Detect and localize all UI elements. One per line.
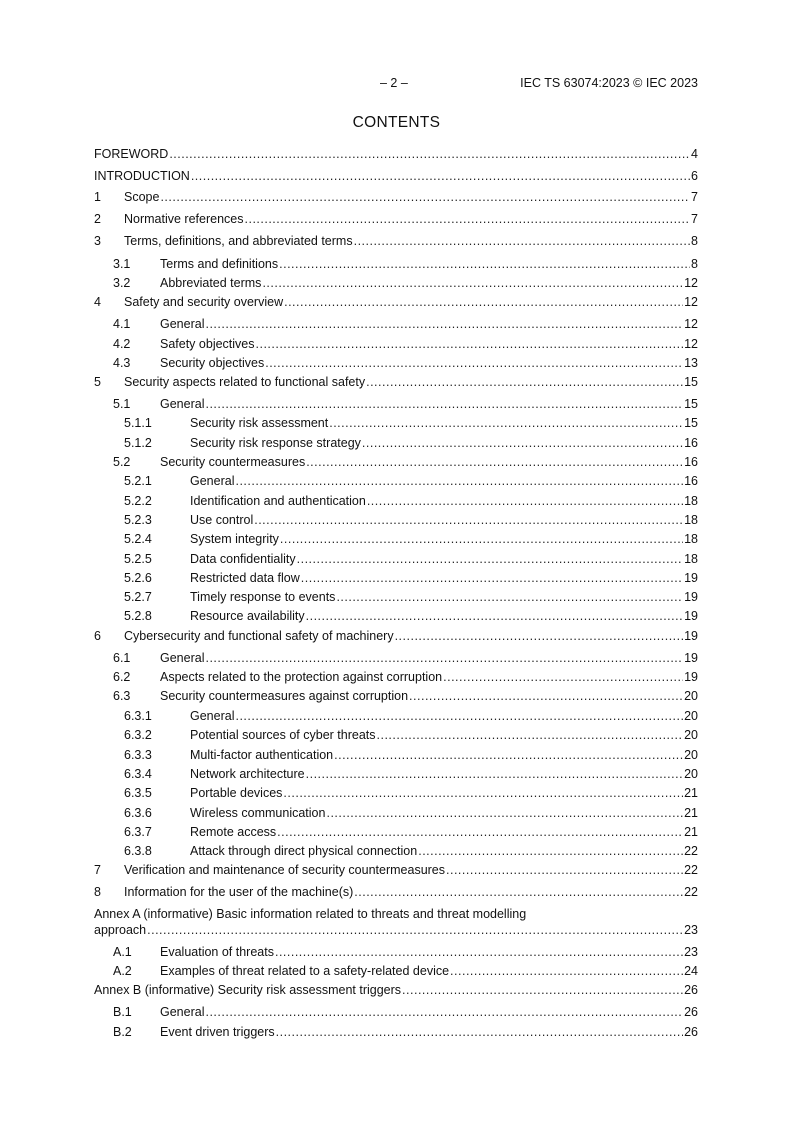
toc-entry-title: Wireless communication bbox=[190, 806, 326, 820]
toc-entry-number: 3 bbox=[94, 234, 101, 248]
toc-entry-page: 12 bbox=[684, 337, 698, 351]
toc-entry-title: Normative references bbox=[124, 212, 244, 226]
toc-entry[interactable] bbox=[94, 415, 698, 431]
toc-entry-number: 6.3.8 bbox=[124, 844, 152, 858]
dot-leader bbox=[147, 922, 683, 938]
toc-entry[interactable] bbox=[94, 256, 698, 272]
toc-entry[interactable] bbox=[94, 316, 698, 332]
toc-entry-number: 5.1 bbox=[113, 397, 131, 411]
toc-entry-number: 5.2.4 bbox=[124, 532, 152, 546]
toc-entry-title: Abbreviated terms bbox=[160, 276, 262, 290]
dot-leader bbox=[326, 805, 683, 821]
dot-leader bbox=[409, 688, 683, 704]
toc-entry-page: 22 bbox=[684, 844, 698, 858]
dot-leader bbox=[262, 275, 683, 291]
toc-entry[interactable] bbox=[94, 766, 698, 782]
dot-leader bbox=[279, 256, 690, 272]
toc-entry-title: Security risk response strategy bbox=[190, 436, 361, 450]
dot-leader bbox=[306, 766, 683, 782]
toc-entry-page: 22 bbox=[684, 885, 698, 899]
toc-entry-page: 15 bbox=[684, 397, 698, 411]
toc-entry[interactable] bbox=[94, 963, 698, 979]
toc-entry-number: A.2 bbox=[113, 964, 132, 978]
toc-entry-number: 5.2.3 bbox=[124, 513, 152, 527]
toc-entry-number: 5.2.8 bbox=[124, 609, 152, 623]
toc-entry-title: Aspects related to the protection against corruption bbox=[160, 670, 443, 684]
toc-entry-title: Examples of threat related to a safety-related device bbox=[160, 964, 450, 978]
toc-entry[interactable] bbox=[94, 747, 698, 763]
dot-leader bbox=[329, 415, 683, 431]
dot-leader bbox=[446, 862, 683, 878]
toc-entry-number: 4.1 bbox=[113, 317, 131, 331]
toc-entry-title: Security countermeasures against corruption bbox=[160, 689, 409, 703]
toc-entry-number: 2 bbox=[94, 212, 101, 226]
toc-entry[interactable] bbox=[94, 650, 698, 666]
dot-leader bbox=[362, 435, 683, 451]
toc-entry-number: B.1 bbox=[113, 1005, 132, 1019]
toc-entry[interactable] bbox=[94, 862, 698, 878]
toc-entry-page: 19 bbox=[684, 670, 698, 684]
toc-entry-title: Multi-factor authentication bbox=[190, 748, 334, 762]
toc-entry[interactable] bbox=[94, 785, 698, 801]
toc-entry-number: 5.1.2 bbox=[124, 436, 152, 450]
page-header bbox=[0, 76, 793, 92]
dot-leader bbox=[245, 211, 691, 227]
toc-entry[interactable] bbox=[94, 982, 698, 998]
toc-entry-page: 21 bbox=[684, 806, 698, 820]
dot-leader bbox=[418, 843, 683, 859]
toc-entry-page: 19 bbox=[684, 651, 698, 665]
toc-entry[interactable] bbox=[94, 473, 698, 489]
toc-entry[interactable] bbox=[94, 396, 698, 412]
toc-entry[interactable] bbox=[94, 211, 698, 227]
dot-leader bbox=[366, 374, 683, 390]
toc-entry[interactable] bbox=[94, 233, 698, 249]
toc-entry-number: 5.2.6 bbox=[124, 571, 152, 585]
toc-entry[interactable] bbox=[94, 669, 698, 685]
dot-leader bbox=[235, 708, 683, 724]
toc-entry-title: Security countermeasures bbox=[160, 455, 306, 469]
toc-entry-title: Verification and maintenance of security countermeasures bbox=[124, 863, 446, 877]
dot-leader bbox=[205, 316, 683, 332]
toc-entry-title: Safety and security overview bbox=[124, 295, 284, 309]
toc-entry-title: Security risk assessment bbox=[190, 416, 329, 430]
toc-entry-title: Attack through direct physical connection bbox=[190, 844, 418, 858]
toc-entry-page: 20 bbox=[684, 767, 698, 781]
toc-entry[interactable] bbox=[94, 824, 698, 840]
toc-entry[interactable] bbox=[94, 294, 698, 310]
toc-entry-number: A.1 bbox=[113, 945, 132, 959]
toc-entry[interactable] bbox=[94, 1004, 698, 1020]
toc-entry[interactable] bbox=[94, 628, 698, 644]
document-id: IEC TS 63074:2023 © IEC 2023 bbox=[520, 76, 698, 90]
toc-entry-title: approach bbox=[94, 923, 147, 937]
toc-entry[interactable] bbox=[94, 168, 698, 184]
toc-entry-title: General bbox=[160, 317, 205, 331]
toc-entry-number: B.2 bbox=[113, 1025, 132, 1039]
toc-entry-number: 6.2 bbox=[113, 670, 131, 684]
toc-entry[interactable] bbox=[94, 570, 698, 586]
toc-entry-title: Information for the user of the machine(s) bbox=[124, 885, 354, 899]
toc-entry[interactable] bbox=[94, 843, 698, 859]
toc-entry-title: Restricted data flow bbox=[190, 571, 300, 585]
dot-leader bbox=[297, 551, 683, 567]
toc-entry-title: Resource availability bbox=[190, 609, 305, 623]
toc-entry[interactable] bbox=[94, 884, 698, 900]
toc-entry-page: 20 bbox=[684, 709, 698, 723]
page-title: CONTENTS bbox=[352, 114, 441, 131]
toc-entry-number: 6.3.4 bbox=[124, 767, 152, 781]
toc-entry-page: 8 bbox=[691, 257, 698, 271]
toc-entry-page: 19 bbox=[684, 590, 698, 604]
toc-entry-title: General bbox=[190, 474, 235, 488]
dot-leader bbox=[336, 589, 683, 605]
toc-entry-page: 19 bbox=[684, 629, 698, 643]
toc-entry-number: 6.3.1 bbox=[124, 709, 152, 723]
toc-entry-page: 12 bbox=[684, 317, 698, 331]
toc-entry-title: Event driven triggers bbox=[160, 1025, 275, 1039]
toc-entry-title: Annex B (informative) Security risk assessment triggers bbox=[94, 983, 402, 997]
dot-leader bbox=[191, 168, 690, 184]
toc-entry-page: 26 bbox=[684, 983, 698, 997]
dot-leader bbox=[280, 531, 683, 547]
toc-entry-title: Remote access bbox=[190, 825, 277, 839]
toc-entry-title: Security aspects related to functional safety bbox=[124, 375, 366, 389]
toc-entry[interactable] bbox=[94, 435, 698, 451]
dot-leader bbox=[377, 727, 684, 743]
toc-entry-number: 8 bbox=[94, 885, 101, 899]
toc-entry-title: INTRODUCTION bbox=[94, 169, 190, 183]
toc-entry-title: Security objectives bbox=[160, 356, 265, 370]
dot-leader bbox=[354, 233, 690, 249]
toc-entry[interactable] bbox=[94, 688, 698, 704]
dot-leader bbox=[306, 454, 683, 470]
toc-entry-number: 5.2.1 bbox=[124, 474, 152, 488]
toc-entry-page: 8 bbox=[691, 234, 698, 248]
toc-entry[interactable] bbox=[94, 512, 698, 528]
toc-entry-page: 19 bbox=[684, 571, 698, 585]
toc-entry-page: 20 bbox=[684, 748, 698, 762]
toc-entry-page: 12 bbox=[684, 295, 698, 309]
dot-leader bbox=[402, 982, 683, 998]
dot-leader bbox=[284, 294, 683, 310]
toc-entry[interactable] bbox=[94, 493, 698, 509]
toc-entry-page: 7 bbox=[691, 190, 698, 204]
page-number: – 2 – bbox=[380, 76, 408, 90]
toc-entry-page: 18 bbox=[684, 532, 698, 546]
toc-entry-title: General bbox=[190, 709, 235, 723]
toc-entry-page: 26 bbox=[684, 1005, 698, 1019]
dot-leader bbox=[160, 189, 690, 205]
toc-entry-page: 15 bbox=[684, 416, 698, 430]
dot-leader bbox=[205, 650, 683, 666]
toc-entry[interactable] bbox=[94, 374, 698, 390]
toc-entry-number: 5.1.1 bbox=[124, 416, 152, 430]
toc-entry-number: 5.2.7 bbox=[124, 590, 152, 604]
toc-entry-page: 16 bbox=[684, 436, 698, 450]
toc-entry[interactable] bbox=[94, 355, 698, 371]
toc-entry-page: 15 bbox=[684, 375, 698, 389]
toc-entry-title: FOREWORD bbox=[94, 147, 169, 161]
toc-entry[interactable] bbox=[94, 336, 698, 352]
toc-entry-page: 7 bbox=[691, 212, 698, 226]
dot-leader bbox=[205, 396, 683, 412]
toc-entry-page: 18 bbox=[684, 513, 698, 527]
toc-entry-number: 3.1 bbox=[113, 257, 131, 271]
dot-leader bbox=[306, 608, 683, 624]
dot-leader bbox=[367, 493, 683, 509]
dot-leader bbox=[277, 824, 683, 840]
toc-entry[interactable] bbox=[94, 589, 698, 605]
toc-entry[interactable] bbox=[94, 531, 698, 547]
toc-entry-title: Evaluation of threats bbox=[160, 945, 274, 959]
toc-entry-number: 6.3.7 bbox=[124, 825, 152, 839]
toc-entry-number: 3.2 bbox=[113, 276, 131, 290]
toc-entry-number: 5.2.2 bbox=[124, 494, 152, 508]
dot-leader bbox=[283, 785, 683, 801]
toc-entry[interactable] bbox=[94, 608, 698, 624]
dot-leader bbox=[265, 355, 683, 371]
dot-leader bbox=[169, 146, 690, 162]
toc-entry-number: 6 bbox=[94, 629, 101, 643]
toc-entry-title: Cybersecurity and functional safety of machinery bbox=[124, 629, 394, 643]
toc-entry-title: Safety objectives bbox=[160, 337, 255, 351]
toc-entry-page: 20 bbox=[684, 728, 698, 742]
toc-entry-title: Potential sources of cyber threats bbox=[190, 728, 376, 742]
dot-leader bbox=[205, 1004, 683, 1020]
toc-entry[interactable] bbox=[94, 922, 698, 938]
dot-leader bbox=[443, 669, 683, 685]
dot-leader bbox=[275, 944, 683, 960]
toc-entry-page: 19 bbox=[684, 609, 698, 623]
toc-entry-number: 6.1 bbox=[113, 651, 131, 665]
toc-entry-title: Timely response to events bbox=[190, 590, 336, 604]
toc-entry-title: System integrity bbox=[190, 532, 279, 546]
toc-entry-number: 6.3.6 bbox=[124, 806, 152, 820]
toc-entry-page: 23 bbox=[684, 945, 698, 959]
toc-entry-number: 7 bbox=[94, 863, 101, 877]
toc-entry-number: 6.3 bbox=[113, 689, 131, 703]
toc-entry-page: 23 bbox=[684, 923, 698, 937]
toc-entry-number: 6.3.5 bbox=[124, 786, 152, 800]
toc-entry-number: 1 bbox=[94, 190, 101, 204]
toc-entry-number: 4.2 bbox=[113, 337, 131, 351]
toc-entry-title: Data confidentiality bbox=[190, 552, 296, 566]
toc-entry-title: Terms, definitions, and abbreviated terms bbox=[124, 234, 353, 248]
toc-entry-title: Use control bbox=[190, 513, 254, 527]
toc-entry[interactable] bbox=[94, 146, 698, 162]
toc-entry-number: 6.3.2 bbox=[124, 728, 152, 742]
toc-entry-page: 26 bbox=[684, 1025, 698, 1039]
toc-entry-title: Network architecture bbox=[190, 767, 305, 781]
toc-entry[interactable] bbox=[94, 1024, 698, 1040]
toc-entry[interactable] bbox=[94, 727, 698, 743]
dot-leader bbox=[354, 884, 683, 900]
toc-entry[interactable] bbox=[94, 454, 698, 470]
toc-entry-page: 16 bbox=[684, 455, 698, 469]
toc-entry-title: General bbox=[160, 651, 205, 665]
toc-entry-page: 13 bbox=[684, 356, 698, 370]
toc-entry-title: Scope bbox=[124, 190, 160, 204]
toc-entry-page: 22 bbox=[684, 863, 698, 877]
toc-entry-title: Terms and definitions bbox=[160, 257, 279, 271]
toc-entry-page: 24 bbox=[684, 964, 698, 978]
toc-entry-number: 5 bbox=[94, 375, 101, 389]
toc-entry-title: Portable devices bbox=[190, 786, 283, 800]
dot-leader bbox=[256, 336, 684, 352]
toc-entry-title: General bbox=[160, 1005, 205, 1019]
toc-entry-page: 21 bbox=[684, 825, 698, 839]
dot-leader bbox=[395, 628, 684, 644]
dot-leader bbox=[254, 512, 683, 528]
toc-entry-number: 6.3.3 bbox=[124, 748, 152, 762]
dot-leader bbox=[235, 473, 683, 489]
toc-entry[interactable] bbox=[94, 708, 698, 724]
toc-entry[interactable] bbox=[94, 805, 698, 821]
toc-entry[interactable] bbox=[94, 189, 698, 205]
dot-leader bbox=[334, 747, 683, 763]
toc-entry[interactable] bbox=[94, 275, 698, 291]
dot-leader bbox=[450, 963, 683, 979]
toc-entry-number: 5.2 bbox=[113, 455, 131, 469]
dot-leader bbox=[301, 570, 683, 586]
toc-entry[interactable] bbox=[94, 551, 698, 567]
toc-entry-page: 4 bbox=[691, 147, 698, 161]
toc-entry[interactable] bbox=[94, 944, 698, 960]
annex-a-heading-line: Annex A (informative) Basic information related to threats and threat modelling bbox=[94, 907, 527, 921]
toc-entry-page: 16 bbox=[684, 474, 698, 488]
toc-entry-page: 12 bbox=[684, 276, 698, 290]
toc-entry-title: General bbox=[160, 397, 205, 411]
toc-entry-page: 21 bbox=[684, 786, 698, 800]
toc-entry-number: 4.3 bbox=[113, 356, 131, 370]
toc-entry-page: 18 bbox=[684, 552, 698, 566]
dot-leader bbox=[276, 1024, 683, 1040]
toc-entry-page: 20 bbox=[684, 689, 698, 703]
toc-entry-page: 6 bbox=[691, 169, 698, 183]
toc-entry-number: 4 bbox=[94, 295, 101, 309]
toc-entry-page: 18 bbox=[684, 494, 698, 508]
toc-entry-number: 5.2.5 bbox=[124, 552, 152, 566]
toc-entry-title: Identification and authentication bbox=[190, 494, 366, 508]
